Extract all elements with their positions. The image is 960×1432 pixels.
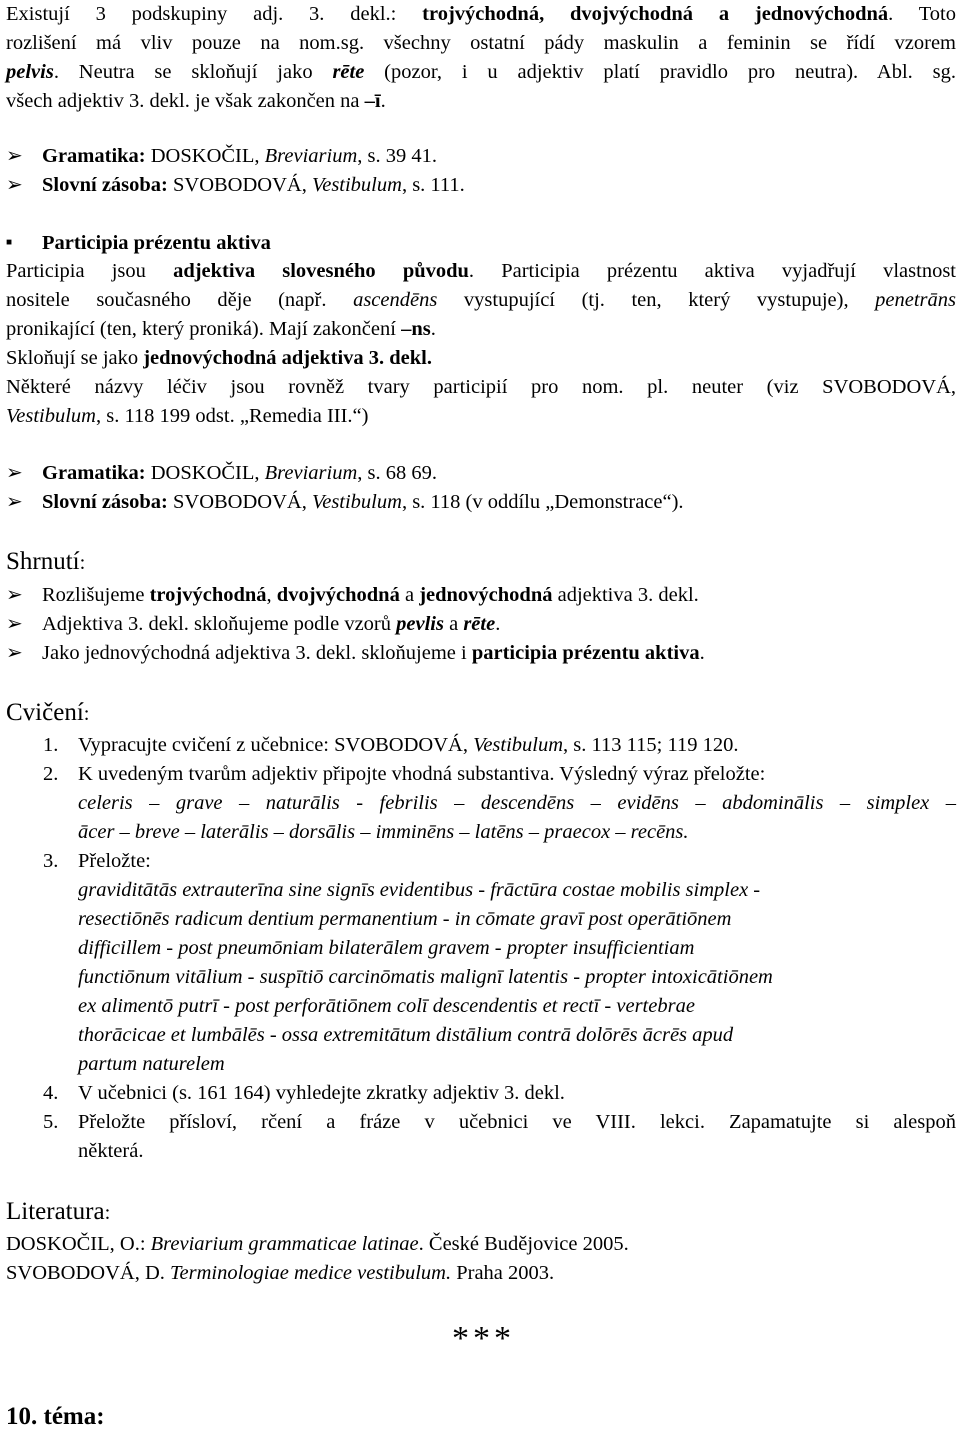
text-italic: Terminologiae medice vestibulum. (170, 1262, 452, 1284)
text-bold: dvojvýchodná (276, 584, 400, 606)
summary-item-3 (6, 641, 705, 666)
arrow-bullet-icon: ➢ (6, 584, 23, 606)
ref-label: Gramatika: (42, 462, 151, 484)
exercise-4 (78, 1081, 565, 1106)
participia-heading (6, 231, 271, 256)
ref-pages: , s. 118 (v oddílu „Demonstrace“). (401, 491, 684, 513)
exercise-number: 2. (43, 763, 59, 785)
text: . (699, 642, 705, 664)
participia-line-2 (6, 288, 956, 313)
text: : (79, 552, 86, 574)
text-bold: –ns (401, 318, 431, 340)
text: DOSKOČIL, O.: (6, 1233, 151, 1255)
exercise-3-line-3 (78, 936, 694, 961)
exercise-2-line-2 (78, 820, 689, 845)
exercise-number: 4. (43, 1082, 59, 1104)
text-bold-italic: rēte (463, 613, 496, 635)
text-bold: –ī (364, 90, 381, 112)
text: , s. 113 115; 119 120. (563, 734, 739, 756)
text-italic: penetrāns (875, 289, 956, 311)
intro-line-1 (6, 2, 956, 27)
text-italic: ex alimentō putrī - post perforātiōnem colī descendentis et rectī - vertebrae (78, 995, 695, 1017)
text: , s. 118 199 odst. „Remedia III.“) (95, 405, 369, 427)
text: Existují 3 podskupiny adj. 3. dekl.: (6, 3, 423, 25)
text: vystupující (tj. ten, který vystupuje), (437, 289, 876, 311)
arrow-bullet-icon: ➢ (6, 145, 23, 167)
text: Adjektiva 3. dekl. skloňujeme podle vzorů (42, 613, 397, 635)
text: Skloňují se jako (6, 347, 144, 369)
arrow-bullet-icon: ➢ (6, 462, 23, 484)
summary-item-2 (6, 612, 500, 637)
exercise-number: 1. (43, 734, 59, 756)
ref-author: DOSKOČIL, (150, 462, 265, 484)
text-bold: 10. téma: (6, 1403, 105, 1430)
literature-ref-2 (6, 1261, 554, 1286)
text: Některé názvy léčiv jsou rovněž tvary participií pro nom. pl. neuter (viz SVOBODOVÁ, (6, 376, 956, 398)
text-bold: participia prézentu aktiva (471, 642, 700, 664)
exercise-5 (78, 1110, 956, 1135)
participia-line-6 (6, 404, 368, 429)
section-heading: Literatura (6, 1198, 105, 1225)
reference-vocabulary-2 (6, 490, 684, 515)
intro-line-3 (6, 60, 956, 85)
text: Rozlišujeme (42, 584, 150, 606)
text-italic: Breviarium grammaticae latinae (150, 1233, 419, 1255)
text-bold-italic: pelvis (6, 61, 54, 83)
text-italic: functiōnum vitālium - suspītiō carcinōmatis malignī latentis - propter intoxicātiōnem (78, 966, 773, 988)
exercise-3-line-7 (78, 1052, 225, 1077)
text: Participia jsou (6, 260, 174, 282)
exercise-5-line-2 (78, 1139, 143, 1164)
text-bold-italic: rēte (332, 61, 365, 83)
section-heading: Cvičení (6, 699, 84, 726)
text: některá. (78, 1140, 144, 1162)
participia-line-1 (6, 259, 956, 284)
ref-pages: , s. 111. (401, 174, 465, 196)
reference-grammar-2 (6, 461, 437, 486)
exercise-2-line-1 (78, 791, 956, 816)
text: všech adjektiv 3. dekl. je však zakončen na (6, 90, 365, 112)
exercise-3-line-6 (78, 1023, 733, 1048)
ref-work: Breviarium (264, 145, 358, 167)
text-bold: jednovýchodná adjektiva 3. dekl. (143, 347, 432, 369)
exercise-1 (78, 733, 738, 758)
ref-work: Vestibulum (311, 491, 402, 513)
text: V učebnici (s. 161 164) vyhledejte zkratky adjektiv 3. dekl. (78, 1082, 565, 1104)
arrow-bullet-icon: ➢ (6, 491, 23, 513)
summary-heading (6, 547, 85, 577)
section-separator: *** (452, 1320, 515, 1357)
text: . České Budějovice 2005. (418, 1233, 629, 1255)
text: . Toto (888, 3, 956, 25)
exercises-heading (6, 698, 89, 728)
participia-line-4 (6, 346, 432, 371)
text-italic: ācer – breve – laterālis – dorsālis – imminēns – latēns – praecox – recēns. (78, 821, 689, 843)
text: (pozor, i u adjektiv platí pravidlo pro neutra). Abl. sg. (364, 61, 956, 83)
exercise-3-line-2 (78, 907, 731, 932)
text: a (399, 584, 420, 606)
text-italic: partum naturelem (78, 1053, 225, 1075)
text: . Neutra se skloňují jako (53, 61, 333, 83)
arrow-bullet-icon: ➢ (6, 174, 23, 196)
text: rozlišení má vliv pouze na nom.sg. všechny ostatní pády maskulin a feminin se řídí vzorem (6, 32, 956, 54)
exercise-3 (78, 849, 151, 874)
text: a (443, 613, 464, 635)
arrow-bullet-icon: ➢ (6, 613, 23, 635)
participia-line-3 (6, 317, 436, 342)
section-heading: Participia prézentu aktiva (42, 232, 271, 254)
text-italic: graviditātās extrauterīna sine signīs evidentibus - frāctūra costae mobilis simplex - (78, 879, 761, 901)
ref-pages: , s. 68 69. (357, 462, 438, 484)
text: Přeložte přísloví, rčení a fráze v učebnici ve VIII. lekci. Zapamatujte si alespoň (78, 1111, 956, 1133)
text: Přeložte: (78, 850, 151, 872)
exercise-3-line-1 (78, 878, 760, 903)
exercise-number: 3. (43, 850, 59, 872)
exercise-number: 5. (43, 1111, 59, 1133)
text-bold: jednovýchodná (419, 584, 553, 606)
text: . (430, 318, 436, 340)
arrow-bullet-icon: ➢ (6, 642, 23, 664)
summary-item-1 (6, 583, 699, 608)
text: K uvedeným tvarům adjektiv připojte vhodná substantiva. Výsledný výraz přeložte: (78, 763, 766, 785)
text: . Participia prézentu aktiva vyjadřují vlastnost (468, 260, 956, 282)
text: Jako jednovýchodná adjektiva 3. dekl. skloňujeme i (42, 642, 472, 664)
exercise-2 (78, 762, 765, 787)
text: SVOBODOVÁ, D. (6, 1262, 171, 1284)
ref-work: Breviarium (264, 462, 358, 484)
reference-vocabulary-1 (6, 173, 465, 198)
ref-label: Slovní zásoba: (42, 174, 173, 196)
text-italic: ascendēns (353, 289, 438, 311)
ref-author: SVOBODOVÁ, (173, 491, 312, 513)
ref-label: Gramatika: (42, 145, 151, 167)
reference-grammar-1 (6, 144, 437, 169)
ref-author: DOSKOČIL, (150, 145, 265, 167)
text: Vypracujte cvičení z učebnice: SVOBODOVÁ, (78, 734, 474, 756)
text-italic: thorācicae et lumbālēs - ossa extremitātum distālium contrā dolōrēs ācrēs apud (78, 1024, 734, 1046)
text: , (266, 584, 277, 606)
ref-label: Slovní zásoba: (42, 491, 173, 513)
intro-line-4 (6, 89, 386, 114)
exercise-3-line-4 (78, 965, 773, 990)
document-page (6, 0, 956, 1428)
ref-pages: , s. 39 41. (357, 145, 438, 167)
text-bold: adjektiva slovesného původu (173, 260, 469, 282)
literature-heading (6, 1197, 110, 1227)
text-bold-italic: pevlis (396, 613, 444, 635)
text-bold: trojvýchodná, dvojvýchodná a jednovýchodná (422, 3, 889, 25)
text: pronikající (ten, který proniká). Mají zakončení (6, 318, 402, 340)
participia-line-5 (6, 375, 956, 400)
text-italic: resectiōnēs radicum dentium permanentium - in cōmate gravī post operātiōnem (78, 908, 732, 930)
text: : (104, 1202, 111, 1224)
text: . (495, 613, 501, 635)
text-bold: trojvýchodná (149, 584, 267, 606)
section-heading: Shrnutí (6, 548, 80, 575)
intro-line-2 (6, 31, 956, 56)
literature-ref-1 (6, 1232, 629, 1257)
text: nositele současného děje (např. (6, 289, 354, 311)
text-italic: Vestibulum (6, 405, 96, 427)
square-bullet-icon: ■ (6, 237, 13, 248)
text: . (380, 90, 386, 112)
ref-author: SVOBODOVÁ, (173, 174, 312, 196)
text: : (83, 703, 90, 725)
text-italic: Vestibulum (473, 734, 564, 756)
exercise-3-line-5 (78, 994, 695, 1019)
text: Praha 2003. (451, 1262, 555, 1284)
ref-work: Vestibulum (311, 174, 402, 196)
text: adjektiva 3. dekl. (552, 584, 699, 606)
text-italic: difficillem - post pneumōniam bilaterālem gravem - propter insufficientiam (78, 937, 695, 959)
text-italic: celeris – grave – naturālis - febrilis – descendēns – evidēns – abdominālis – simplex – (78, 792, 956, 814)
